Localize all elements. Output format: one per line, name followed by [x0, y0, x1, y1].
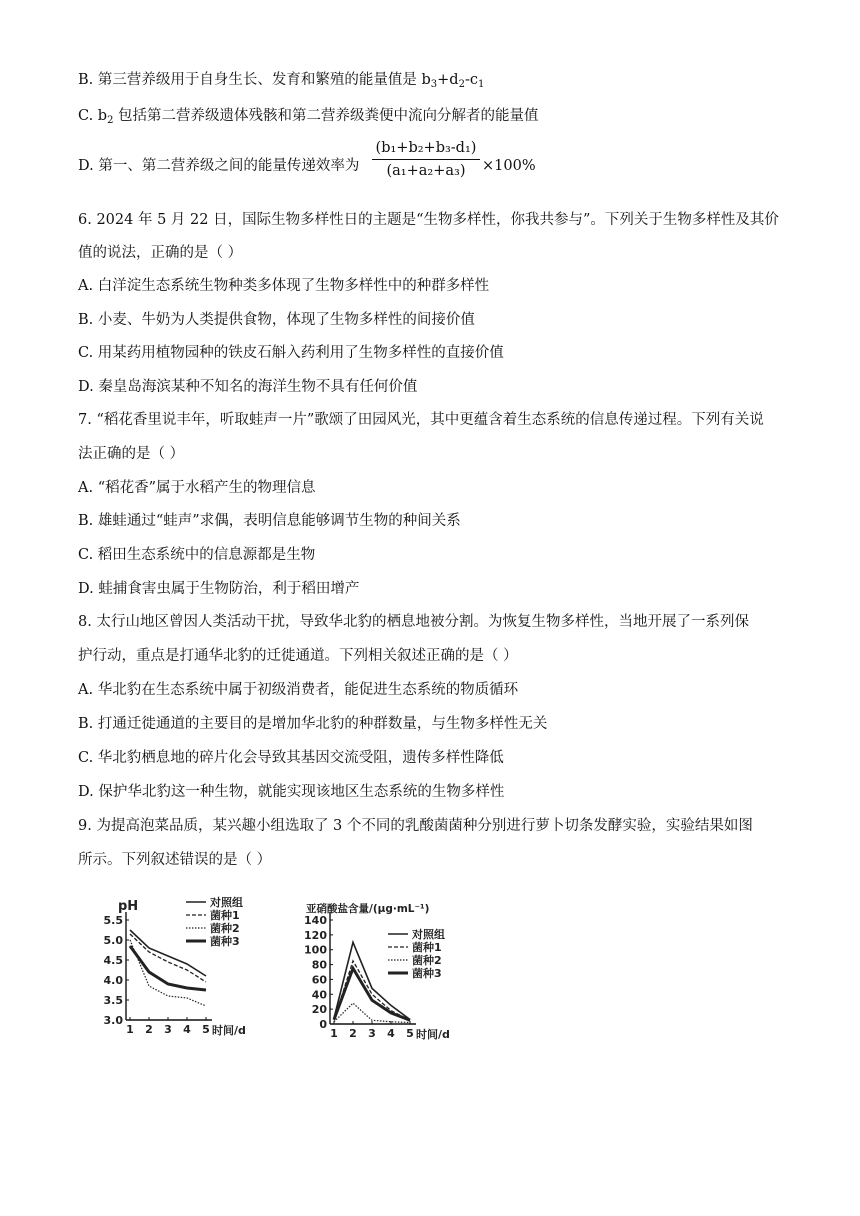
q9-stem-line1: 9. 为提高泡菜品质，某兴趣小组选取了 3 个不同的乳酸菌菌种分别进行萝卜切条发酵实验，实验结果如图: [78, 818, 753, 834]
x-tick-label: 3: [368, 1027, 376, 1040]
x-tick-label: 1: [126, 1023, 134, 1036]
q6-option-a: A. 白洋淀生态系统生物种类多体现了生物多样性中的种群多样性: [78, 278, 490, 294]
x-tick-label: 5: [406, 1027, 414, 1040]
y-tick-label: 3.5: [103, 994, 123, 1007]
y-tick-label: 60: [311, 973, 327, 987]
legend-label: 菌种2: [412, 954, 442, 967]
q7-option-c: C. 稻田生态系统中的信息源都是生物: [78, 547, 316, 563]
legend-label: 对照组: [412, 928, 445, 941]
fraction-numerator: (b₁+b₂+b₃-d₁): [375, 140, 477, 156]
y-tick-label: 120: [304, 928, 327, 942]
q7-option-d: D. 蛙捕食害虫属于生物防治，利于稻田增产: [78, 581, 360, 597]
q5-option-c: C. $b_2$ 包括第二营养级遗体残骸和第二营养级粪便中流向分解者的能量值: [78, 108, 539, 126]
fraction-denominator: (a₁+a₂+a₃): [386, 163, 466, 179]
q7-stem-line2: 法正确的是（ ）: [78, 446, 185, 462]
ph-chart: [90, 892, 290, 1052]
y-tick-label: 100: [304, 943, 327, 957]
y-tick-label: 0: [319, 1018, 327, 1031]
legend-label: 菌种1: [210, 909, 240, 922]
q6-stem-line1: 6. 2024 年 5 月 22 日，国际生物多样性日的主题是“生物多样性，你我共参与”。下列关于生物多样性及其价: [78, 212, 779, 228]
legend-label: 菌种3: [412, 967, 442, 980]
series-line: [334, 968, 410, 1020]
y-tick-label: 20: [311, 1003, 327, 1017]
q8-stem-line2: 护行动，重点是打通华北豹的迁徙通道。下列相关叙述正确的是（ ）: [78, 648, 518, 664]
series-line: [334, 942, 410, 1019]
x-axis-label: 时间/d: [416, 1028, 450, 1041]
nitrite-chart: [300, 892, 490, 1052]
y-tick-label: 40: [311, 988, 327, 1002]
legend-label: 菌种1: [412, 941, 442, 954]
q7-option-a: A. “稻花香”属于水稻产生的物理信息: [78, 480, 316, 496]
x-tick-label: 2: [145, 1023, 153, 1036]
q8-stem-line1: 8. 太行山地区曾因人类活动干扰，导致华北豹的栖息地被分割。为恢复生物多样性，当地开展了一系列保: [78, 614, 749, 630]
q5-option-b: B. 第三营养级用于自身生长、发育和繁殖的能量值是 $b_3+d_2-c_1$: [78, 72, 485, 90]
q7-option-b: B. 雄蛙通过“蛙声”求偶，表明信息能够调节生物的种间关系: [78, 513, 461, 529]
y-tick-label: 5.0: [103, 934, 123, 947]
q5-option-d: D. 第一、第二营养级之间的能量传递效率为: [78, 158, 360, 174]
fraction-suffix: ×100%: [482, 158, 536, 174]
legend-label: 菌种3: [210, 935, 240, 948]
y-tick-label: 4.5: [103, 954, 123, 967]
q6-option-c: C. 用某药用植物园种的铁皮石斛入药利用了生物多样性的直接价值: [78, 345, 504, 361]
q8-option-b: B. 打通迁徙通道的主要目的是增加华北豹的种群数量，与生物多样性无关: [78, 716, 548, 732]
y-axis-label: pH: [118, 899, 139, 914]
q8-option-d: D. 保护华北豹这一种生物，就能实现该地区生态系统的生物多样性: [78, 784, 505, 800]
legend-label: 菌种2: [210, 922, 240, 935]
y-tick-label: 5.5: [103, 914, 123, 927]
series-line: [130, 940, 206, 1006]
q6-stem-line2: 值的说法，正确的是（ ）: [78, 245, 243, 261]
y-tick-label: 4.0: [103, 974, 123, 987]
q6-option-b: B. 小麦、牛奶为人类提供食物，体现了生物多样性的间接价值: [78, 312, 475, 328]
fraction-bar: [372, 159, 480, 160]
y-axis-label: 亚硝酸盐含量/(μg·mL⁻¹): [306, 903, 430, 915]
efficiency-fraction: [372, 140, 480, 179]
q8-option-a: A. 华北豹在生态系统中属于初级消费者，能促进生态系统的物质循环: [78, 682, 519, 698]
x-tick-label: 5: [202, 1023, 210, 1036]
y-tick-label: 80: [311, 958, 327, 972]
q6-option-d: D. 秦皇岛海滨某种不知名的海洋生物不具有任何价值: [78, 379, 418, 395]
x-tick-label: 4: [183, 1023, 191, 1036]
series-line: [334, 1003, 410, 1022]
q7-stem-line1: 7. “稻花香里说丰年，听取蛙声一片”歌颂了田园风光，其中更蕴含着生态系统的信息传递过程。下列有关说: [78, 412, 764, 428]
y-tick-label: 140: [304, 914, 327, 927]
q8-option-c: C. 华北豹栖息地的碎片化会导致其基因交流受阻，遗传多样性降低: [78, 750, 504, 766]
x-tick-label: 2: [349, 1027, 357, 1040]
x-tick-label: 4: [387, 1027, 395, 1040]
x-tick-label: 1: [330, 1027, 338, 1040]
x-axis-label: 时间/d: [212, 1024, 246, 1037]
y-tick-label: 3.0: [103, 1014, 123, 1027]
x-tick-label: 3: [164, 1023, 172, 1036]
q9-stem-line2: 所示。下列叙述错误的是（ ）: [78, 852, 272, 868]
legend-label: 对照组: [210, 896, 243, 909]
